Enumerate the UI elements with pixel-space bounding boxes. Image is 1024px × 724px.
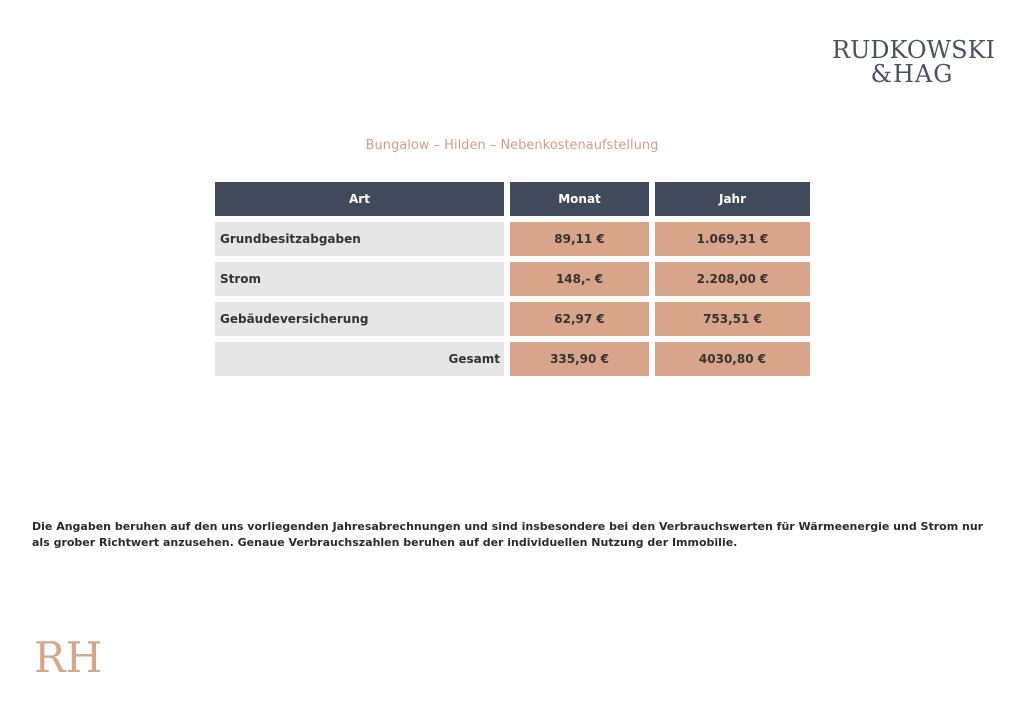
row-jahr: 2.208,00 € (655, 262, 810, 296)
logo-line-2: &HAG (870, 60, 954, 88)
page-title: Bungalow – Hilden – Nebenkostenaufstellung (365, 138, 659, 153)
table-row (215, 222, 810, 256)
table-total-row (215, 342, 810, 376)
row-art: Gebäudeversicherung (215, 302, 504, 336)
monogram-text: RH (34, 633, 103, 682)
row-monat: 62,97 € (510, 302, 649, 336)
table-row (215, 302, 810, 336)
row-art: Strom (215, 262, 504, 296)
table-header-row (215, 182, 810, 216)
cost-table (215, 182, 810, 382)
row-jahr: 1.069,31 € (655, 222, 810, 256)
row-monat: 89,11 € (510, 222, 649, 256)
table-row (215, 262, 810, 296)
total-monat: 335,90 € (510, 342, 649, 376)
row-art: Grundbesitzabgaben (215, 222, 504, 256)
header-jahr: Jahr (655, 182, 810, 216)
total-jahr: 4030,80 € (655, 342, 810, 376)
rh-monogram-icon (32, 626, 103, 686)
company-logo (832, 36, 996, 88)
header-art: Art (215, 182, 504, 216)
row-jahr: 753,51 € (655, 302, 810, 336)
row-monat: 148,- € (510, 262, 649, 296)
logo-line-1: RUDKOWSKI (832, 36, 996, 64)
header-monat: Monat (510, 182, 649, 216)
disclaimer-note: Die Angaben beruhen auf den uns vorliegenden Jahresabrechnungen und sind insbesondere bei den Verbrauchswerten für Wärmeenergie und Strom nur als grober Richtwert anzusehen. Genaue Verbrauchszahlen beruhen auf der individuellen Nutzung der Immobilie. (32, 520, 984, 549)
total-label: Gesamt (215, 342, 504, 376)
